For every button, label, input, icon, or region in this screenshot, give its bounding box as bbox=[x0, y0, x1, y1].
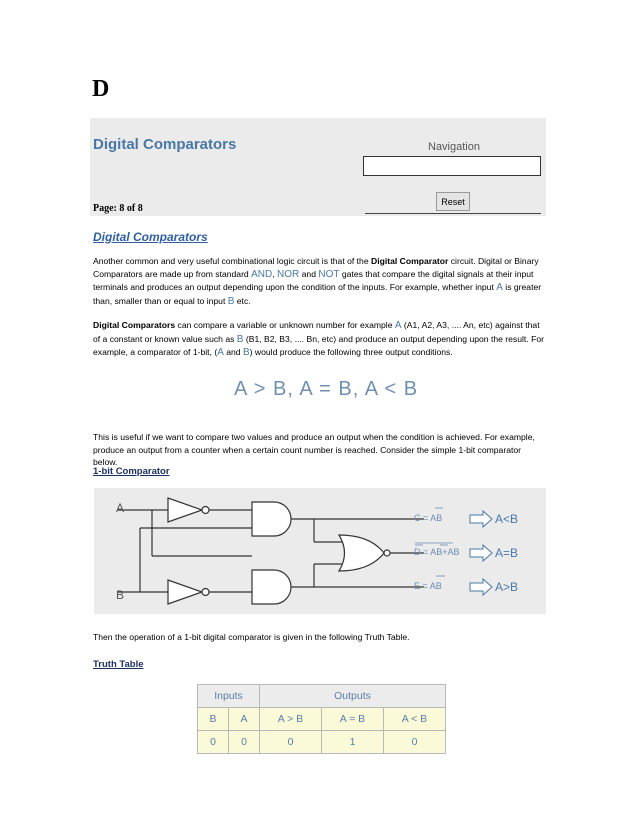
comparator-subheading: 1-bit Comparator bbox=[93, 466, 170, 477]
and-gate-bottom bbox=[252, 570, 291, 604]
circuit-svg bbox=[94, 488, 546, 614]
comparator-paragraph: Digital Comparators can compare a variable or unknown number for example A (A1, A2, A3, .... An, etc) against that of a constant or known value such as B (B1, B2, B3, .... Bn, etc) and produce an output depending upon the result. For example, a comparator of 1-bit, (A and B) would produce the following three output conditions. bbox=[93, 320, 544, 359]
page-initial: D bbox=[92, 76, 110, 102]
nor-gate bbox=[339, 535, 390, 571]
column-header: B bbox=[198, 708, 229, 731]
navigation-label: Navigation bbox=[428, 141, 480, 153]
and-gate-top bbox=[252, 502, 291, 536]
header-divider bbox=[365, 213, 541, 214]
arrow-out-2 bbox=[470, 545, 492, 561]
group-outputs: Outputs bbox=[260, 685, 446, 708]
comparator-diagram bbox=[94, 488, 546, 614]
intro-paragraph: Another common and very useful combinational logic circuit is that of the Digital Comparator circuit. Digital or Binary Comparators are made up from standard AND, NOR and NOT gates that compare the digital signals at their input terminals and produces an output depending upon the condition of the inputs. For example, whether input A is greater than, smaller than or equal to input B etc. bbox=[93, 256, 542, 307]
navigation-select[interactable] bbox=[363, 156, 541, 176]
input-a-label: A bbox=[116, 501, 125, 515]
input-b-label: B bbox=[116, 588, 125, 602]
output-equal-label: A=B bbox=[495, 546, 519, 560]
usage-paragraph: This is useful if we want to compare two values and produce an output when the condition is achieved. For example, produce an output from a counter when a certain count number is reached. Consider the simple 1-bit comparator below. bbox=[93, 432, 535, 468]
equation-d: D = AB+AB bbox=[414, 547, 460, 557]
column-header: A bbox=[229, 708, 260, 731]
output-greater-label: A>B bbox=[495, 580, 519, 594]
table-cell: 0 bbox=[198, 731, 229, 754]
equation-c: C = AB bbox=[414, 513, 443, 523]
table-row bbox=[198, 731, 446, 754]
truth-table-intro: Then the operation of a 1-bit digital comparator is given in the following Truth Table. bbox=[93, 632, 410, 642]
table-cell: 0 bbox=[260, 731, 322, 754]
column-header: A > B bbox=[260, 708, 322, 731]
arrow-out-3 bbox=[470, 579, 492, 595]
not-gate-a bbox=[168, 498, 209, 522]
column-header: A < B bbox=[384, 708, 446, 731]
page-indicator: Page: 8 of 8 bbox=[93, 203, 143, 214]
equation-e: E = AB bbox=[414, 581, 442, 591]
section-heading: Digital Comparators bbox=[93, 230, 208, 244]
document-title: Digital Comparators bbox=[93, 136, 237, 153]
reset-button[interactable]: Reset bbox=[436, 192, 470, 211]
table-cell: 1 bbox=[322, 731, 384, 754]
not-gate-b bbox=[168, 580, 209, 604]
output-less-label: A<B bbox=[495, 512, 519, 526]
truth-table bbox=[197, 684, 446, 754]
condition-formula: A > B, A = B, A < B bbox=[234, 378, 419, 400]
table-cell: 0 bbox=[384, 731, 446, 754]
table-cell: 0 bbox=[229, 731, 260, 754]
group-inputs: Inputs bbox=[198, 685, 260, 708]
table-column-row bbox=[198, 708, 446, 731]
table-header-row bbox=[198, 685, 446, 708]
truth-table-subheading: Truth Table bbox=[93, 659, 144, 670]
column-header: A = B bbox=[322, 708, 384, 731]
arrow-out-1 bbox=[470, 511, 492, 527]
